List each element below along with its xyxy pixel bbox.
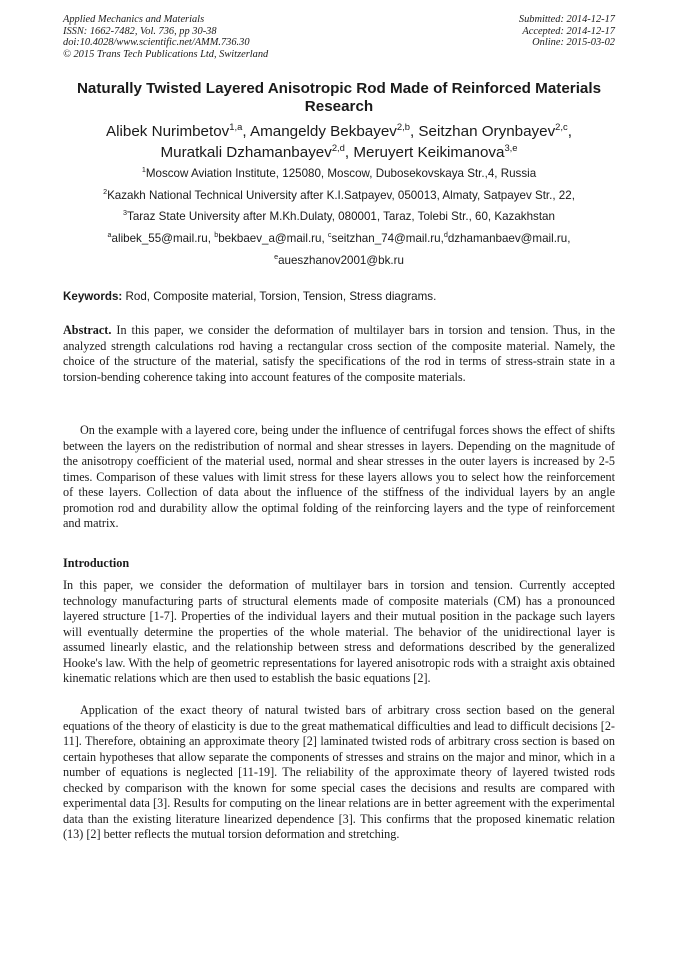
affiliation-text: Kazakh National Technical University after K.I.Satpayev, 050013, Almaty, Satpayev Str., 22, [107, 189, 575, 202]
email-sup: a [107, 230, 112, 240]
affiliation-sup: 3 [123, 208, 128, 218]
author-sup: 3,e [504, 141, 518, 153]
email-sup: e [274, 252, 279, 262]
email-link[interactable]: seitzhan_74@mail.ru, [331, 232, 444, 245]
keywords-label: Keywords: [63, 290, 123, 303]
keywords-text: Rod, Composite material, Torsion, Tension, Stress diagrams. [122, 290, 437, 303]
abstract-paragraph [63, 323, 615, 385]
section-heading-introduction: Introduction [63, 556, 130, 570]
journal-name: Applied Mechanics and Materials [63, 14, 205, 25]
author-name: Muratkali Dzhamanbayev [160, 143, 332, 161]
affiliation-sup: 2 [103, 187, 108, 197]
email-link[interactable]: alibek_55@mail.ru, [111, 232, 215, 245]
affiliation-2 [40, 189, 638, 203]
abstract-text: In this paper, we consider the deformation of multilayer bars in torsion and tension. Thus, in the analyzed strength calculations rod having a rectangular cross section of the composite material. Namely, the choice of the structure of the material, satisfy the specifications of the rod in terms of stress-strain state in a torsion-bending coherence taking into account features of the composite materials. [63, 323, 615, 384]
author-sup: 1,a [229, 120, 243, 132]
author-name: Alibek Nurimbetov [106, 123, 230, 140]
author-name: Amangeldy Bekbayev [249, 123, 397, 140]
email-sup: b [214, 230, 219, 240]
author-list: Alibek Nurimbetov$^{1,a}$, Amangeldy Bekbayev$^{2,b}$, Seitzhan Orynbayev$^{2,c}$, Muratkali Dzhamanbayev$^{2,d}$, Meruyert Keikimanova$^{3,e}$ [106, 120, 572, 161]
journal-info [63, 14, 268, 60]
email-line-2 [40, 254, 638, 268]
email-link[interactable]: aueszhanov2001@bk.ru [278, 254, 404, 267]
author-sup: 2,d [331, 141, 345, 153]
affiliation-text: Moscow Aviation Institute, 125080, Moscow, Dubosekovskaya Str.,4, Russia [145, 167, 537, 180]
journal-issn: ISSN: 1662-7482, Vol. 736, pp 30-38 [63, 25, 217, 37]
author-sup: 2,b [396, 120, 410, 132]
abstract-paragraph-2: On the example with a layered core, being under the influence of centrifugal forces shows the effect of shifts between the layers on the redistribution of normal and shear stresses in layers. Depending on the magnitude of the anisotropy coefficient of the material used, normal and shear stresses in the outer layers is increased by 2-5 times. Comparison of these values with limit stress for these layers allows you to select how the reinforcement of these layers. Collection of data about the influence of the stiffness of the individual layers by an angle promotion rod and durability allow the optimal folding of the reinforcing layers and the type of reinforcement and matrix. [63, 423, 615, 531]
abstract-label: Abstract. [63, 323, 112, 337]
introduction-paragraph-2: Application of the exact theory of natural twisted bars of arbitrary cross section based on the general equations of the theory of elasticity is due to the great mathematical difficulties and lead to difficult decisions [2-11]. Therefore, obtaining an approximate theory [2] laminated twisted rods of arbitrary cross section is based on certain hypotheses that allow separate the components of stresses and strains on the major and minor, which in a number of equations is neglected [11-19]. The reliability of the approximate theory of layered twisted rods checked by comparison with the known for some special cases the decisions and results are compared with experimental data [3]. Results for computing on the linear relations are in better agreement with the experimental data than the existing literature linearized dependence [3]. This confirms that the proposed kinematic relation (13) [2] better reflects the mutual torsion deformation and stretching. [63, 703, 615, 842]
affiliation-sup: 1 [141, 165, 146, 175]
author-name: Seitzhan Orynbayev [418, 123, 556, 140]
email-link[interactable]: bekbaev_a@mail.ru, [218, 232, 328, 245]
paper-title: Naturally Twisted Layered Anisotropic Rod Made of Reinforced Materials Research [76, 80, 602, 115]
submission-dates [519, 14, 615, 49]
email-link[interactable]: dzhamanbaev@mail.ru, [447, 232, 571, 245]
submitted-date: Submitted: 2014-12-17 [518, 14, 615, 25]
journal-copyright: © 2015 Trans Tech Publications Ltd, Switzerland [63, 48, 269, 60]
journal-doi: doi:10.4028/www.scientific.net/AMM.736.30 [63, 37, 250, 49]
accepted-date: Accepted: 2014-12-17 [522, 25, 615, 37]
email-sup: d [443, 230, 448, 240]
keywords [63, 290, 615, 304]
author-sup: 2,c [555, 120, 568, 132]
author-name: Meruyert Keikimanova [353, 143, 505, 161]
affiliation-text: Taraz State University after M.Kh.Dulaty, 080001, Taraz, Tolebi Str., 60, Kazakhstan [127, 210, 555, 223]
online-date: Online: 2015-03-02 [532, 37, 615, 49]
email-line-1 [40, 232, 638, 246]
introduction-paragraph-1: In this paper, we consider the deformation of multilayer bars in torsion and tension. Currently accepted technology manufacturing parts of structural elements made of composite materials (CM) has a pronounced layered structure [1-7]. Properties of the individual layers and their mutual position in the package such layers will eventually determine the properties of the whole material. The behavior of the unidirectional layer is assumed linearly elastic, and the relationship between stress and deformations described by the generalized Hooke's law. With the help of geometric representations for layered anisotropic rods with a straight axis obtained kinematic relations which are then used to establish the basic equations [2]. [63, 578, 615, 686]
email-sup: c [327, 230, 332, 240]
affiliation-3 [40, 210, 638, 224]
affiliation-1 [40, 167, 638, 181]
